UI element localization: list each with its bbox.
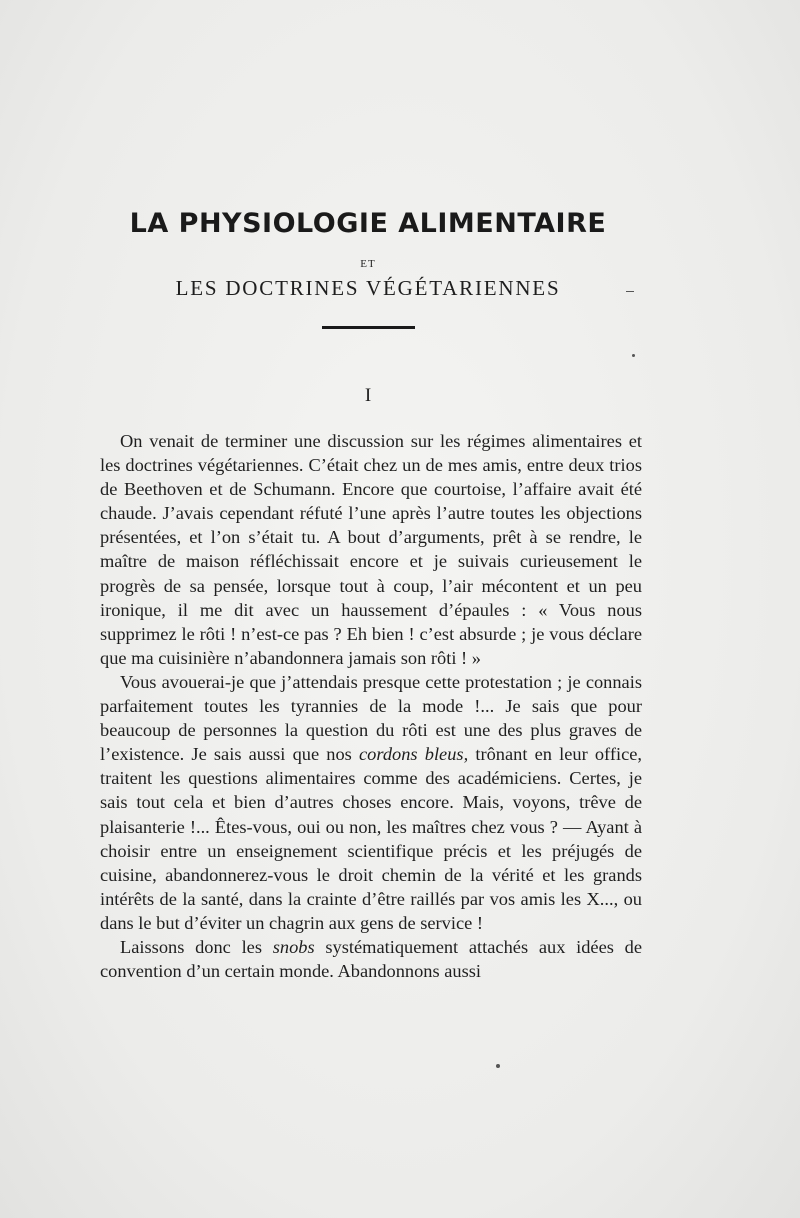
- paragraph-1: On venait de terminer une discussion sur les régimes alimentaires et les doctrines végétariennes. C’était chez un de mes amis, entre deux trios de Beethoven et de Schumann. Encore que courtoise, l’affaire avait été chaude. J’avais cependant réfuté l’une après l’autre toutes les objections présentées, et l’on s’était tu. A bout d’arguments, prêt à se rendre, le maître de maison réfléchissait encore et je suivais curieusement le progrès de sa pensée, lorsque tout à coup, l’air mécontent et un peu ironique, il me dit avec un haussement d’épaules : « Vous nous supprimez le rôti ! n’est-ce pas ? Eh bien ! c’est absurde ; je vous déclare que ma cuisinière n’abandonnera jamais son rôti ! »: [100, 431, 642, 668]
- paragraph-2-text-a: Vous avouerai-je que j’attendais presque cette protestation ; je connais parfaitement toutes les tyrannies de la mode !... Je sais que pour beaucoup de personnes la question du rôti est une des plus graves de l’existence. Je sais aussi que nos: [100, 671, 642, 765]
- paragraph-3-text-b: systématiquement attachés aux idées de convention d’un certain monde. Abandonnons aussi: [100, 936, 642, 982]
- paragraph-3-text-a: Laissons donc les: [120, 936, 273, 957]
- title-rule: [322, 326, 415, 329]
- paragraph-2: [100, 670, 642, 935]
- paragraph-3: [100, 935, 642, 983]
- title-conjunction: ET: [360, 258, 376, 270]
- chapter-subtitle: LES DOCTRINES VÉGÉTARIENNES: [175, 276, 561, 300]
- paragraph-2-italic: cordons bleus,: [359, 744, 469, 765]
- paragraph-2-text-b: trônant en leur office, traitent les questions alimentaires comme des académiciens. Certes, je sais tout cela et bien d’autres choses encore. Mais, voyons, trêve de plaisanterie !... Êtes-vous, oui ou non, les maîtres chez vous ? — Ayant à choisir entre un enseignement scientifique précis et les préjugés de cuisine, abandonnerez-vous le droit chemin de la vérité et les grands intérêts de la santé, dans la crainte d’être raillés par vos amis les X..., ou dans le but d’éviter un chagrin aux gens de service !: [100, 744, 643, 933]
- ink-speck: [626, 291, 634, 292]
- ink-speck: [632, 354, 635, 357]
- ink-speck: [496, 1064, 500, 1068]
- section-number: I: [364, 385, 372, 406]
- chapter-title: LA PHYSIOLOGIE ALIMENTAIRE: [129, 208, 607, 239]
- paragraph-3-italic: snobs: [272, 936, 315, 957]
- body-text: [100, 429, 642, 983]
